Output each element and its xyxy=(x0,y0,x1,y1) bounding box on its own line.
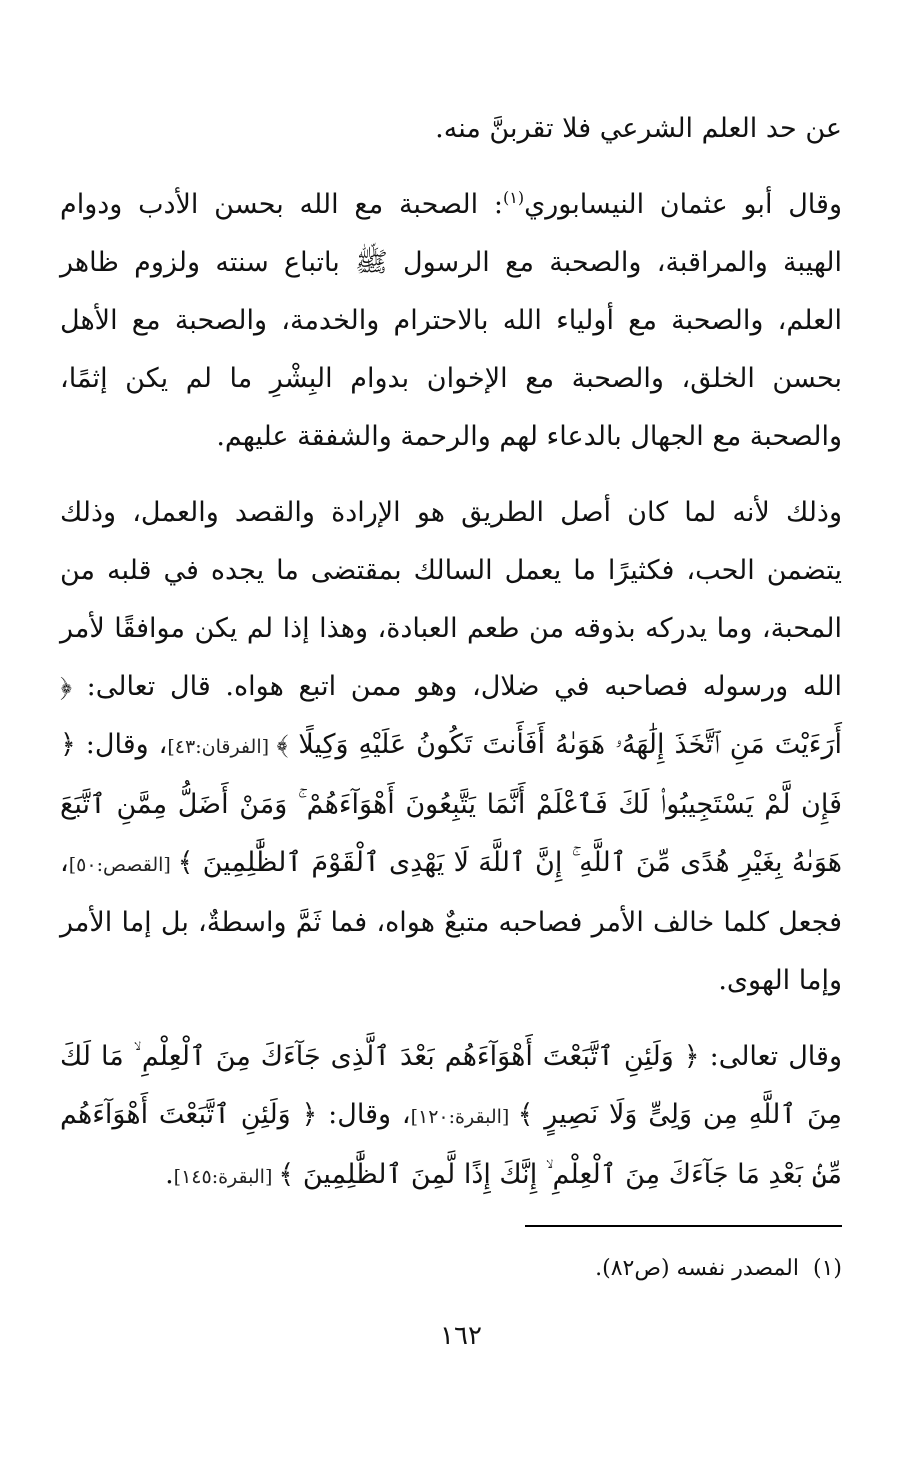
footnote-divider xyxy=(525,1225,842,1227)
footnote-marker: (١) xyxy=(503,188,525,207)
verse-reference: [البقرة:١٢٠] xyxy=(410,1106,518,1128)
paragraph-desire xyxy=(60,484,842,1010)
footnote-number: (١) xyxy=(812,1256,842,1281)
paragraph-text: عن حد العلم الشرعي فلا تقربنَّ منه. xyxy=(435,113,842,144)
page-body xyxy=(60,100,842,1206)
paragraph-text: ، وقال: xyxy=(75,729,168,760)
paragraph-text: وقال أبو عثمان النيسابوري xyxy=(524,189,842,220)
paragraph-text: : الصحبة مع الله بحسن الأدب ودوام الهيبة والمراقبة، والصحبة مع الرسول ﷺ باتباع سنته ولزوم ظاهر العلم، والصحبة مع أولياء الله بالاحترام والخدمة، والصحبة مع الأهل بحسن الخلق، والصحبة مع الإخوان بدوام البِشْرِ ما لم يكن إثمًا، والصحبة مع الجهال بالدعاء لهم والرحمة والشفقة عليهم. xyxy=(60,189,842,452)
paragraph-text: . xyxy=(165,1159,174,1190)
footnote-text: المصدر نفسه (ص٨٢). xyxy=(595,1256,799,1281)
verse-reference: [القصص:٥٠] xyxy=(68,854,178,876)
quran-verse: ﴿ فَإِن لَّمْ يَسْتَجِيبُوا۟ لَكَ فَٱعْلَمْ أَنَّمَا يَتَّبِعُونَ أَهْوَآءَهُمْ ۚ وَمَنْ أَضَلُّ مِمَّنِ ٱتَّبَعَ هَوَىٰهُ بِغَيْرِ هُدًى مِّنَ ٱللَّهِ ۚ إِنَّ ٱللَّهَ لَا يَهْدِى ٱلْقَوْمَ ٱلظَّٰلِمِينَ ﴾ xyxy=(60,729,842,878)
paragraph-text: وذلك لأنه لما كان أصل الطريق هو الإرادة والقصد والعمل، وذلك يتضمن الحب، فكثيرًا ما يعمل السالك بمقتضى ما يجده في قلبه من المحبة، وما يدركه بذوقه من طعم العبادة، وهذا إذا لم يكن موافقًا لأمر الله ورسوله فصاحبه في ضلال، وهو ممن اتبع هواه. قال تعالى: xyxy=(60,497,842,702)
paragraph-text: ، وقال: xyxy=(317,1099,411,1130)
page-number: ١٦٢ xyxy=(440,1321,482,1351)
verse-reference: [البقرة:١٤٥] xyxy=(173,1166,279,1188)
quran-verse: ﴿ وَلَئِنِ ٱتَّبَعْتَ أَهْوَآءَهُم بَعْدَ ٱلَّذِى جَآءَكَ مِنَ ٱلْعِلْمِ ۙ مَا لَكَ مِنَ ٱللَّهِ مِن وَلِىٍّ وَلَا نَصِيرٍ ﴾ xyxy=(60,1041,842,1130)
paragraph-continuation xyxy=(60,100,842,158)
paragraph-text: وقال تعالى: xyxy=(699,1041,842,1072)
paragraph-desires-verses xyxy=(60,1028,842,1206)
paragraph-text: ، فجعل كلما خالف الأمر فصاحبه متبعٌ هواه، فما ثَمَّ واسطةٌ، بل إما الأمر وإما الهوى. xyxy=(60,847,842,996)
quran-verse: ﴿ أَرَءَيْتَ مَنِ ٱتَّخَذَ إِلَٰهَهُۥ هَوَىٰهُ أَفَأَنتَ تَكُونُ عَلَيْهِ وَكِيلًا ﴾ xyxy=(60,671,842,760)
quran-verse: ﴿ وَلَئِنِ ٱتَّبَعْتَ أَهْوَآءَهُم مِّنۢ بَعْدِ مَا جَآءَكَ مِنَ ٱلْعِلْمِ ۙ إِنَّكَ إِذًا لَّمِنَ ٱلظَّٰلِمِينَ ﴾ xyxy=(60,1099,842,1190)
verse-reference: [الفرقان:٤٣] xyxy=(167,736,277,758)
paragraph-companionship xyxy=(60,176,842,466)
footnote xyxy=(142,1253,842,1285)
